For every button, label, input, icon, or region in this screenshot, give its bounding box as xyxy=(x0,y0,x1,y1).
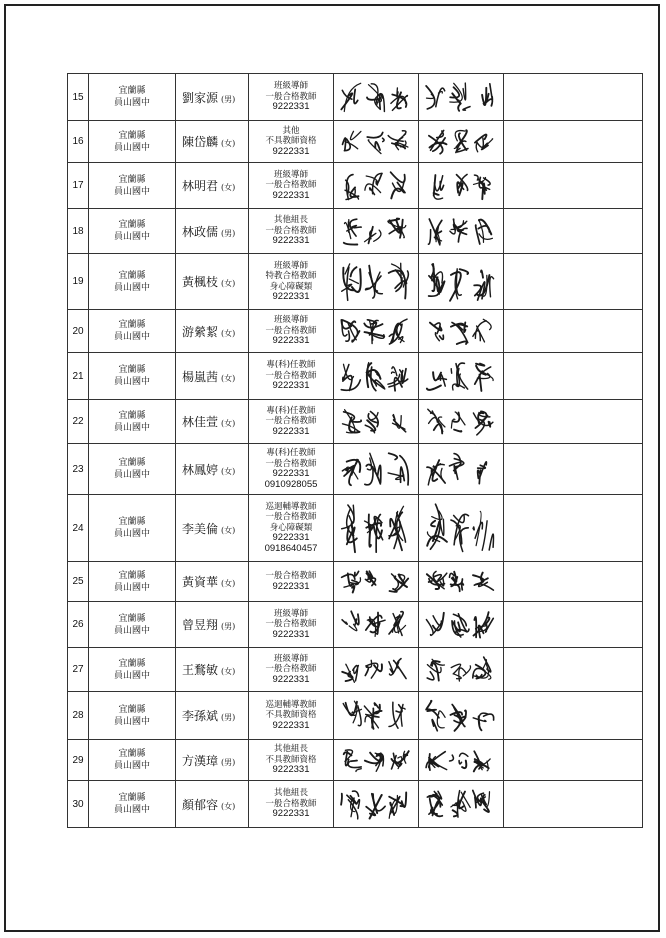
teacher-name-cell xyxy=(176,400,249,444)
signature-cell xyxy=(334,121,419,163)
row-number: 23 xyxy=(68,444,89,495)
school-cell xyxy=(89,121,176,163)
role-cell xyxy=(249,74,334,121)
teacher-name-cell xyxy=(176,562,249,602)
teacher-name-cell xyxy=(176,781,249,828)
handwritten-signature xyxy=(337,606,415,644)
table-row xyxy=(68,648,643,692)
row-number: 29 xyxy=(68,740,89,781)
gender-label: (女) xyxy=(221,183,236,192)
school-cell xyxy=(89,562,176,602)
role-line: 特教合格教師 xyxy=(265,271,317,281)
row-number: 19 xyxy=(68,254,89,310)
remarks-cell xyxy=(504,562,643,602)
teacher-name-cell xyxy=(176,602,249,648)
role-line: 一般合格教師 xyxy=(265,370,317,381)
role-cell xyxy=(249,648,334,692)
row-number: 24 xyxy=(68,495,89,562)
signature-cell xyxy=(419,444,504,495)
role-line: 一般合格教師 xyxy=(265,458,317,469)
remarks-cell xyxy=(504,740,643,781)
role-line: 9222331 xyxy=(272,532,310,544)
gender-label: (男) xyxy=(221,757,236,767)
school-cell xyxy=(89,781,176,828)
handwritten-signature xyxy=(337,566,415,598)
remarks-cell xyxy=(504,444,643,495)
role-line: 一般合格教師 xyxy=(265,180,317,191)
role-cell xyxy=(249,602,334,648)
school-line: 員山國中 xyxy=(113,670,150,681)
gender-label: (女) xyxy=(221,279,236,288)
remarks-cell xyxy=(504,74,643,121)
school-cell xyxy=(89,602,176,648)
signature-cell xyxy=(419,602,504,648)
signature-cell xyxy=(419,121,504,163)
role-cell xyxy=(249,495,334,562)
teacher-name-cell xyxy=(176,648,249,692)
row-number: 20 xyxy=(68,310,89,353)
school-line: 員山國中 xyxy=(113,805,150,815)
handwritten-signature xyxy=(337,744,415,777)
remarks-cell xyxy=(504,310,643,353)
table-row xyxy=(68,353,643,400)
school-cell xyxy=(89,692,176,740)
teacher-name: 李孫斌 xyxy=(182,709,219,723)
table-row xyxy=(68,74,643,121)
handwritten-signature xyxy=(337,785,415,824)
school-line: 宜蘭縣 xyxy=(118,613,146,624)
handwritten-signature xyxy=(337,357,415,396)
teacher-name-cell xyxy=(176,254,249,310)
handwritten-signature xyxy=(337,499,415,558)
role-cell xyxy=(249,444,334,495)
remarks-cell xyxy=(504,163,643,209)
signature-cell xyxy=(419,74,504,121)
roster-table xyxy=(67,73,643,828)
signature-cell xyxy=(334,209,419,254)
role-line: 9222331 xyxy=(272,291,310,302)
table-row xyxy=(68,121,643,163)
school-line: 宜蘭縣 xyxy=(118,220,146,230)
signature-cell xyxy=(419,254,504,310)
handwritten-signature xyxy=(422,404,500,440)
signature-cell xyxy=(334,444,419,495)
signature-cell xyxy=(334,163,419,209)
table-row xyxy=(68,310,643,353)
signature-cell xyxy=(334,648,419,692)
table-row xyxy=(68,740,643,781)
row-number: 21 xyxy=(68,353,89,400)
teacher-name-cell xyxy=(176,121,249,163)
signature-cell xyxy=(334,740,419,781)
school-line: 員山國中 xyxy=(113,761,150,771)
signature-cell xyxy=(419,781,504,828)
school-cell xyxy=(89,444,176,495)
role-line: 巡迴輔導教師 xyxy=(265,699,317,710)
signature-cell xyxy=(419,495,504,562)
gender-label: (女) xyxy=(221,579,236,588)
role-line: 9222331 xyxy=(272,673,310,685)
school-line: 宜蘭縣 xyxy=(118,174,146,185)
school-line: 宜蘭縣 xyxy=(118,130,146,141)
role-line: 其他組長 xyxy=(273,215,308,226)
handwritten-signature xyxy=(422,357,500,396)
role-cell xyxy=(249,740,334,781)
table-row xyxy=(68,781,643,828)
role-line: 一般合格教師 xyxy=(265,325,317,336)
row-number: 15 xyxy=(68,74,89,121)
teacher-name: 林明君 xyxy=(182,179,219,193)
table-row xyxy=(68,400,643,444)
handwritten-signature xyxy=(422,167,500,205)
role-line: 9222331 xyxy=(272,235,310,247)
row-number: 25 xyxy=(68,562,89,602)
school-line: 宜蘭縣 xyxy=(118,86,146,96)
school-line: 員山國中 xyxy=(113,470,150,480)
role-line: 一般合格教師 xyxy=(265,798,317,809)
table-row xyxy=(68,444,643,495)
signature-cell xyxy=(419,648,504,692)
school-line: 員山國中 xyxy=(113,332,150,342)
teacher-name: 李美倫 xyxy=(182,521,219,536)
teacher-name: 游縈絜 xyxy=(182,324,219,339)
signature-cell xyxy=(334,602,419,648)
role-cell xyxy=(249,163,334,209)
teacher-name-cell xyxy=(176,444,249,495)
gender-label: (女) xyxy=(221,667,236,676)
role-line: 0910928055 xyxy=(264,478,318,490)
school-line: 宜蘭縣 xyxy=(118,793,146,803)
row-number: 16 xyxy=(68,121,89,163)
gender-label: (女) xyxy=(221,328,236,338)
remarks-cell xyxy=(504,353,643,400)
signature-cell xyxy=(334,310,419,353)
handwritten-signature xyxy=(337,696,415,736)
handwritten-signature xyxy=(422,785,500,824)
school-line: 宜蘭縣 xyxy=(118,658,146,669)
school-line: 宜蘭縣 xyxy=(118,365,146,375)
role-line: 一般合格教師 xyxy=(265,619,317,630)
role-line: 9222331 xyxy=(272,101,310,113)
school-line: 宜蘭縣 xyxy=(118,749,146,759)
role-line: 一般合格教師 xyxy=(265,416,317,427)
remarks-cell xyxy=(504,209,643,254)
role-line: 其他組長 xyxy=(273,788,308,799)
teacher-name-cell xyxy=(176,74,249,121)
teacher-name: 顏郁容 xyxy=(182,797,219,812)
role-line: 班級導師 xyxy=(273,169,308,180)
signature-cell xyxy=(419,740,504,781)
handwritten-signature xyxy=(422,696,500,736)
role-cell xyxy=(249,254,334,310)
role-line: 9222331 xyxy=(272,425,310,437)
signature-cell xyxy=(419,562,504,602)
row-number: 17 xyxy=(68,163,89,209)
handwritten-signature xyxy=(422,314,500,349)
table-row xyxy=(68,209,643,254)
row-number: 28 xyxy=(68,692,89,740)
handwritten-signature xyxy=(337,652,415,688)
handwritten-signature xyxy=(422,258,500,306)
role-line: 不具教師資格 xyxy=(265,136,317,147)
school-line: 員山國中 xyxy=(113,377,150,387)
table-row xyxy=(68,692,643,740)
school-line: 宜蘭縣 xyxy=(118,704,146,715)
row-number: 27 xyxy=(68,648,89,692)
teacher-name: 林政儒 xyxy=(182,224,219,239)
gender-label: (女) xyxy=(221,419,236,428)
school-line: 員山國中 xyxy=(113,282,150,293)
school-cell xyxy=(89,400,176,444)
school-cell xyxy=(89,310,176,353)
role-line: 一般合格教師 xyxy=(265,225,317,236)
signature-cell xyxy=(334,74,419,121)
role-line: 專(科)任教師 xyxy=(266,448,316,458)
handwritten-signature xyxy=(337,314,415,349)
roster-body xyxy=(68,74,643,828)
role-cell xyxy=(249,781,334,828)
handwritten-signature xyxy=(337,78,415,117)
handwritten-signature xyxy=(337,258,415,306)
school-line: 員山國中 xyxy=(113,529,150,539)
school-line: 員山國中 xyxy=(113,716,150,727)
signature-cell xyxy=(334,781,419,828)
role-cell xyxy=(249,562,334,602)
handwritten-signature xyxy=(422,606,500,644)
role-line: 9222331 xyxy=(272,764,310,776)
role-line: 9222331 xyxy=(272,628,310,640)
role-line: 9222331 xyxy=(272,580,310,592)
role-line: 9222331 xyxy=(272,145,310,157)
handwritten-signature xyxy=(337,448,415,491)
row-number: 18 xyxy=(68,209,89,254)
teacher-name-cell xyxy=(176,310,249,353)
role-line: 班級導師 xyxy=(273,653,308,664)
role-line: 其他 xyxy=(282,125,300,136)
row-number: 26 xyxy=(68,602,89,648)
school-line: 員山國中 xyxy=(113,422,150,433)
school-line: 員山國中 xyxy=(113,186,150,197)
handwritten-signature xyxy=(422,499,500,558)
gender-label: (男) xyxy=(221,713,236,722)
remarks-cell xyxy=(504,781,643,828)
handwritten-signature xyxy=(422,652,500,688)
signature-cell xyxy=(419,310,504,353)
signature-cell xyxy=(419,353,504,400)
role-cell xyxy=(249,353,334,400)
role-cell xyxy=(249,121,334,163)
remarks-cell xyxy=(504,400,643,444)
school-line: 宜蘭縣 xyxy=(118,320,146,330)
role-line: 專(科)任教師 xyxy=(266,405,316,416)
school-cell xyxy=(89,254,176,310)
remarks-cell xyxy=(504,648,643,692)
handwritten-signature xyxy=(337,167,415,205)
signature-cell xyxy=(419,400,504,444)
remarks-cell xyxy=(504,495,643,562)
school-cell xyxy=(89,163,176,209)
role-line: 身心障礙類 xyxy=(269,281,313,292)
signature-cell xyxy=(334,562,419,602)
table-row xyxy=(68,495,643,562)
role-line: 巡迴輔導教師 xyxy=(265,501,317,512)
role-line: 其他組長 xyxy=(273,744,308,755)
role-line: 9222331 xyxy=(272,808,310,820)
teacher-name: 林鳳婷 xyxy=(182,462,219,477)
handwritten-signature xyxy=(422,78,500,117)
role-line: 9222331 xyxy=(272,380,310,392)
role-cell xyxy=(249,310,334,353)
role-line: 一般合格教師 xyxy=(265,512,317,523)
teacher-name-cell xyxy=(176,740,249,781)
role-cell xyxy=(249,209,334,254)
school-line: 員山國中 xyxy=(113,98,150,108)
role-cell xyxy=(249,692,334,740)
table-row xyxy=(68,602,643,648)
school-line: 宜蘭縣 xyxy=(118,410,146,421)
school-line: 員山國中 xyxy=(113,582,150,593)
role-line: 9222331 xyxy=(272,719,310,731)
role-line: 一般合格教師 xyxy=(265,571,317,581)
signature-cell xyxy=(419,692,504,740)
role-line: 一般合格教師 xyxy=(265,664,317,675)
school-cell xyxy=(89,740,176,781)
signature-cell xyxy=(334,692,419,740)
gender-label: (女) xyxy=(221,801,236,811)
handwritten-signature xyxy=(337,404,415,440)
handwritten-signature xyxy=(422,213,500,250)
school-cell xyxy=(89,209,176,254)
gender-label: (女) xyxy=(221,373,236,383)
teacher-name: 楊嵐茜 xyxy=(182,369,219,384)
role-line: 班級導師 xyxy=(273,315,308,326)
row-number: 30 xyxy=(68,781,89,828)
role-line: 身心障礙類 xyxy=(269,522,313,533)
handwritten-signature xyxy=(422,744,500,777)
role-line: 班級導師 xyxy=(273,608,308,619)
signature-cell xyxy=(334,495,419,562)
teacher-name-cell xyxy=(176,495,249,562)
school-line: 員山國中 xyxy=(113,625,150,636)
signature-cell xyxy=(334,353,419,400)
teacher-name: 陳岱麟 xyxy=(182,135,219,149)
signature-cell xyxy=(419,209,504,254)
role-line: 班級導師 xyxy=(273,260,308,271)
school-cell xyxy=(89,74,176,121)
table-row xyxy=(68,163,643,209)
role-line: 9222331 xyxy=(272,335,310,347)
remarks-cell xyxy=(504,121,643,163)
school-line: 宜蘭縣 xyxy=(118,570,146,581)
teacher-name: 曾昱翔 xyxy=(182,618,219,632)
handwritten-signature xyxy=(422,448,500,491)
school-cell xyxy=(89,495,176,562)
teacher-name: 林佳萱 xyxy=(182,415,219,429)
role-line: 不具教師資格 xyxy=(265,710,317,721)
role-line: 班級導師 xyxy=(273,81,308,92)
school-line: 宜蘭縣 xyxy=(118,270,146,281)
role-line: 0918640457 xyxy=(264,542,318,554)
teacher-name: 劉家源 xyxy=(182,90,219,105)
table-row xyxy=(68,562,643,602)
signature-cell xyxy=(419,163,504,209)
remarks-cell xyxy=(504,692,643,740)
handwritten-signature xyxy=(422,566,500,598)
role-line: 9222331 xyxy=(272,468,310,479)
signature-cell xyxy=(334,254,419,310)
signature-cell xyxy=(334,400,419,444)
remarks-cell xyxy=(504,254,643,310)
teacher-name: 黃資華 xyxy=(182,575,219,589)
teacher-name-cell xyxy=(176,209,249,254)
gender-label: (女) xyxy=(221,466,236,476)
school-line: 員山國中 xyxy=(113,232,150,242)
handwritten-signature xyxy=(422,125,500,159)
teacher-name-cell xyxy=(176,692,249,740)
role-line: 一般合格教師 xyxy=(265,91,317,102)
gender-label: (男) xyxy=(221,228,236,238)
school-line: 員山國中 xyxy=(113,142,150,153)
school-line: 宜蘭縣 xyxy=(118,458,146,468)
gender-label: (男) xyxy=(221,94,236,104)
remarks-cell xyxy=(504,602,643,648)
role-line: 專(科)任教師 xyxy=(266,360,316,371)
teacher-name: 方漢璋 xyxy=(182,753,219,768)
handwritten-signature xyxy=(337,125,415,159)
school-cell xyxy=(89,353,176,400)
role-cell xyxy=(249,400,334,444)
gender-label: (男) xyxy=(221,622,236,631)
gender-label: (女) xyxy=(221,139,236,148)
gender-label: (女) xyxy=(221,525,236,535)
teacher-name: 王鶩敏 xyxy=(182,663,219,677)
table-row xyxy=(68,254,643,310)
row-number: 22 xyxy=(68,400,89,444)
teacher-name-cell xyxy=(176,163,249,209)
school-line: 宜蘭縣 xyxy=(118,517,146,527)
role-line: 不具教師資格 xyxy=(265,754,317,765)
school-cell xyxy=(89,648,176,692)
teacher-name: 黃楓枝 xyxy=(182,275,219,289)
teacher-name-cell xyxy=(176,353,249,400)
handwritten-signature xyxy=(337,213,415,250)
role-line: 9222331 xyxy=(272,189,310,201)
